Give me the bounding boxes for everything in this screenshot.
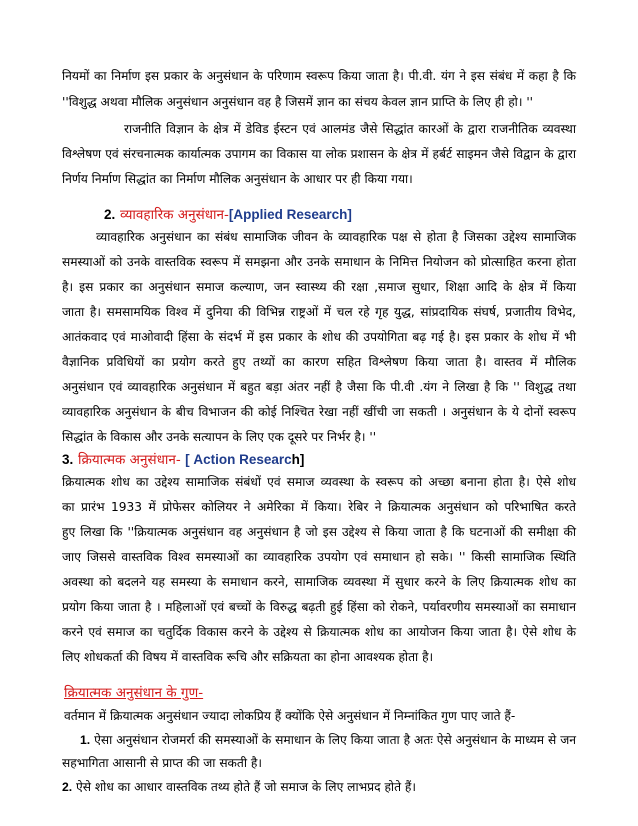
- section-heading-applied-research: [104, 206, 352, 224]
- list-number: 2.: [62, 780, 73, 794]
- section-title-english: [Applied Research]: [228, 207, 352, 222]
- paragraph-line: लिए शोधकर्ता की विषय में वास्तविक रूचि और सक्रियता का होना आवश्यक होता है।: [62, 650, 434, 664]
- list-number: 1.: [80, 733, 91, 747]
- qualities-title: क्रियात्मक अनुसंधान के गुण-: [64, 685, 204, 701]
- section-title-english: [ Action Researc: [185, 452, 292, 467]
- qualities-intro: वर्तमान में क्रियात्मक अनुसंधान ज्यादा लोकप्रिय हैं क्योंकि ऐसे अनुसंधान में निम्नांकित गुण पाए जाते हैं-: [64, 709, 516, 723]
- quality-item-1-cont: सहभागिता आसानी से प्राप्त की जा सकती है।: [62, 756, 262, 770]
- paragraph-line: है। इस प्रकार का अनुसंधान समाज कल्याण, जन स्वास्थ्य की रक्षा ,समाज सुधार, शिक्षा आदि के क्षेत्र में किया: [62, 280, 576, 294]
- paragraph-line: अवस्था को बदलने यह समस्या के समाधान करने, सामाजिक व्यवस्था में सुधार करने के लिए क्रियात्मक शोध का: [62, 575, 576, 589]
- paragraph-line: व्यावहारिक अनुसंधान का संबंध सामाजिक जीवन के व्यावहारिक पक्ष से होता है जिसका उद्देश्य सामाजिक: [96, 230, 576, 244]
- section-heading-action-research: [62, 451, 304, 469]
- paragraph-line: समस्याओं को उनके वास्तविक स्वरूप में समझना और उनके समाधान के निमित्त नियोजन को प्रोत्साहित करना होता: [62, 255, 576, 269]
- section-title-hindi: क्रियात्मक अनुसंधान-: [77, 452, 186, 468]
- list-text: ऐसे शोध का आधार वास्तविक तथ्य होते हैं जो समाज के लिए लाभप्रद होते हैं।: [76, 780, 416, 794]
- qualities-heading: [64, 684, 203, 702]
- section-title-english-end: h]: [291, 452, 305, 467]
- paragraph-line: जाता है। समसामयिक विश्व में दुनिया की विभिन्न राष्ट्रओं में चल रहे गृह युद्ध, सांप्रदायिक संघर्ष, प्रजातीय विभेद,: [62, 305, 576, 319]
- paragraph-line: सिद्धांत के विकास और उनके सत्यापन के लिए एक दूसरे पर निर्भर है। '': [62, 430, 377, 444]
- section-number: 3.: [62, 452, 74, 467]
- paragraph-line: प्रयोग किया जाता है । महिलाओं एवं बच्चों के विरुद्ध बढ़ती हुई हिंसा को रोकने, पर्यावरणीय समस्याओं का समाधान: [62, 600, 576, 614]
- paragraph-line: व्यावहारिक अनुसंधान के बीच विभाजन की कोई निश्चित रेखा नहीं खींची जा सकती । अनुसंधान के ये दोनों स्वरूप: [62, 405, 576, 419]
- section-title-hindi: व्यावहारिक अनुसंधान-: [119, 207, 229, 223]
- list-text: ऐसा अनुसंधान रोजमर्रा की समस्याओं के समाधान के लिए किया जाता है अतः ऐसे अनुसंधान के माध्यम से जन: [94, 733, 577, 747]
- paragraph-line: आतंकवाद एवं माओवादी हिंसा के संदर्भ में इस प्रकार के शोध की उपयोगिता बढ़ गई है। इस प्रकार के शोध में भी: [62, 330, 576, 344]
- paragraph-line: राजनीति विज्ञान के क्षेत्र में डेविड ईस्टन एवं आलमंड जैसे सिद्धांत कारओं के द्वारा राजनीतिक व्यवस्था: [124, 122, 576, 136]
- paragraph-line: निर्णय निर्माण सिद्धांत का निर्माण मौलिक अनुसंधान के आधार पर ही किया गया।: [62, 172, 413, 186]
- section-number: 2.: [104, 207, 116, 222]
- quality-item-1: [80, 732, 576, 748]
- paragraph-line: विश्लेषण एवं संरचनात्मक कार्यात्मक उपागम का विकास या लोक प्रशासन के क्षेत्र में हर्बर्ट साइमन जैसे विद्वान के द्वारा: [62, 147, 576, 161]
- paragraph-line: नियमों का निर्माण इस प्रकार के अनुसंधान के परिणाम स्वरूप किया जाता है। पी.वी. यंग ने इस संबंध में कहा है कि: [62, 69, 576, 83]
- paragraph-line: करने एवं समाज का चतुर्दिक विकास करने के उद्देश्य से क्रियात्मक शोध का आयोजन किया जाता है। ऐसे शोध के: [62, 625, 576, 639]
- paragraph-line: जाए जिससे वास्तविक विश्व समस्याओं का व्यावहारिक उपयोग एवं समाधान हो सके। '' किसी सामाजिक स्थिति: [62, 550, 576, 564]
- paragraph-line: का प्रारंभ 1933 में प्रोफेसर कोलियर ने अमेरिका में किया। रेबिर ने क्रियात्मक अनुसंधान को परिभाषित करते: [62, 500, 576, 514]
- paragraph-line: अनुसंधान एवं व्यावहारिक अनुसंधान में बहुत बड़ा अंतर नहीं है जैसा कि पी.वी .यंग ने लिखा है कि '' विशुद्ध तथा: [62, 380, 576, 394]
- paragraph-line: वैज्ञानिक प्रविधियों का प्रयोग करते हुए तथ्यों का कारण सहित विश्लेषण किया जाता है। वास्तव में मौलिक: [62, 355, 576, 369]
- paragraph-line: ''विशुद्ध अथवा मौलिक अनुसंधान अनुसंधान वह है जिसमें ज्ञान का संचय केवल ज्ञान प्राप्ति के लिए ही हो। '': [62, 95, 534, 109]
- paragraph-line: क्रियात्मक शोध का उद्देश्य सामाजिक संबंधों एवं समाज व्यवस्था के स्वरूप को अच्छा बनाना होता है। ऐसे शोध: [62, 475, 576, 489]
- paragraph-line: हुए लिखा कि ''क्रियात्मक अनुसंधान वह अनुसंधान है जो इस उद्देश्य से किया जाता है कि घटनाओं की समीक्षा की: [62, 525, 576, 539]
- quality-item-2: [62, 779, 576, 795]
